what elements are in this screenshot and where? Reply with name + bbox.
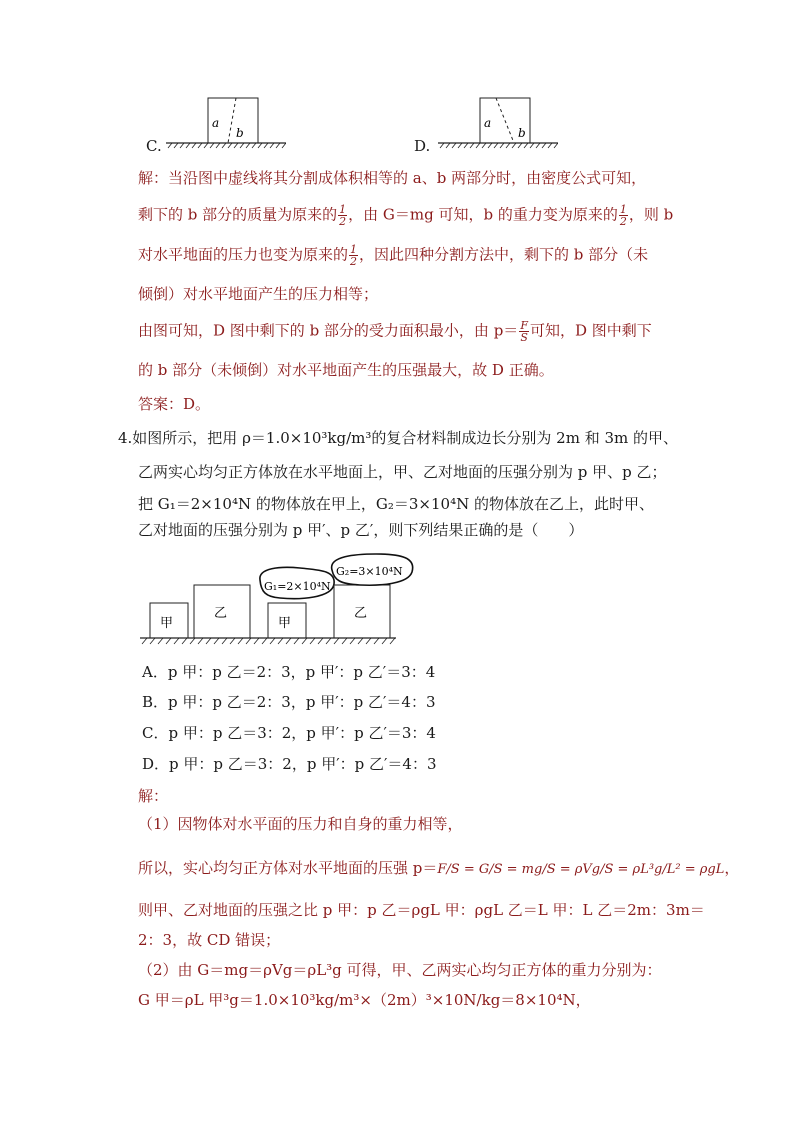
solution3-line4: 倾倒）对水平地面产生的压力相等； [138, 285, 379, 303]
option-d: D．p 甲：p 乙＝3：2，p 甲′：p 乙′＝4：3 [142, 755, 437, 773]
g2-weight-label: G₂=3×10⁴N [336, 565, 403, 578]
g1-weight-label: G₁=2×10⁴N [264, 580, 331, 593]
option-c: C．p 甲：p 乙＝3：2，p 甲′：p 乙′＝3：4 [142, 724, 436, 742]
solution4-step1c: 则甲、乙对地面的压强之比 p 甲：p 乙＝ρgL 甲：ρgL 乙＝L 甲：L 乙＝2m：3m＝ [138, 901, 705, 919]
solution4-step2: （2）由 G＝mg＝ρVg＝ρL³g 可得，甲、乙两实心均匀正方体的重力分别为： [138, 961, 662, 979]
fraction-half: $\frac{1}{2}$ [619, 203, 627, 228]
block-jia-label: 甲 [278, 616, 292, 631]
option-d-label: D. [414, 137, 431, 155]
part-b-label: b [236, 126, 244, 140]
solution4-step2b: G 甲＝ρL 甲³g＝1.0×10³kg/m³×（2m）³×10N/kg＝8×10⁴N， [138, 991, 591, 1009]
solution4-step1b: 所以，实心均匀正方体对水平地面的压强 p＝F/S = G/S = mg/S = ρVg/S = ρL³g/L² = ρgL， [138, 859, 740, 877]
solution4-step1d: 2：3，故 CD 错误； [138, 931, 281, 949]
solution3-line3: 对水平地面的压力也变为原来的 $\frac{1}{2}$ ，因此四种分割方法中，剩下的 b 部分（未 [138, 243, 649, 268]
fraction-half: $\frac{1}{2}$ [339, 203, 347, 228]
question4-line4: 乙对地面的压强分别为 p 甲′、p 乙′，则下列结果正确的是（ ） [138, 521, 584, 539]
question4-figure [140, 548, 420, 648]
option-c-label: C. [146, 137, 162, 155]
block-jia-label: 甲 [160, 616, 174, 631]
fraction-half: $\frac{1}{2}$ [350, 243, 358, 268]
question4-line2: 乙两实心均匀正方体放在水平地面上，甲、乙对地面的压强分别为 p 甲、p 乙； [138, 463, 667, 481]
option-a: A．p 甲：p 乙＝2：3，p 甲′：p 乙′＝3：4 [142, 663, 436, 681]
option-b: B．p 甲：p 乙＝2：3，p 甲′：p 乙′＝4：3 [142, 693, 436, 711]
solution3-line5: 由图可知，D 图中剩下的 b 部分的受力面积最小，由 p＝ $\frac{F}{S}$ 可知，D 图中剩下 [138, 319, 652, 344]
pressure-formula: F/S = G/S = mg/S = ρVg/S = ρL³g/L² = ρgL [437, 862, 725, 877]
figure-d [438, 96, 558, 156]
block-yi-label: 乙 [214, 606, 228, 621]
part-a-label: a [484, 116, 492, 130]
part-b-label: b [518, 126, 526, 140]
part-a-label: a [212, 116, 220, 130]
solution3-line6: 的 b 部分（未倾倒）对水平地面产生的压强最大，故 D 正确。 [138, 361, 554, 379]
solution4-label: 解： [138, 787, 169, 805]
solution3-answer: 答案：D。 [138, 395, 211, 413]
solution3-line1: 解：当沿图中虚线将其分割成体积相等的 a、b 两部分时，由密度公式可知， [138, 169, 647, 187]
fraction-f-over-s: $\frac{F}{S}$ [520, 319, 528, 344]
solution4-step1: （1）因物体对水平面的压力和自身的重力相等， [138, 815, 463, 833]
question4-line3: 把 G₁＝2×10⁴N 的物体放在甲上，G₂＝3×10⁴N 的物体放在乙上，此时甲、 [138, 495, 654, 513]
figure-c [166, 96, 286, 156]
block-yi-label: 乙 [354, 606, 368, 621]
question4-line1: 4.如图所示，把用 ρ＝1.0×10³kg/m³的复合材料制成边长分别为 2m 和 3m 的甲、 [118, 429, 679, 447]
solution3-line2: 剩下的 b 部分的质量为原来的 $\frac{1}{2}$ ，由 G＝mg 可知，b 的重力变为原来的 $\frac{1}{2}$ ，则 b [138, 203, 674, 228]
